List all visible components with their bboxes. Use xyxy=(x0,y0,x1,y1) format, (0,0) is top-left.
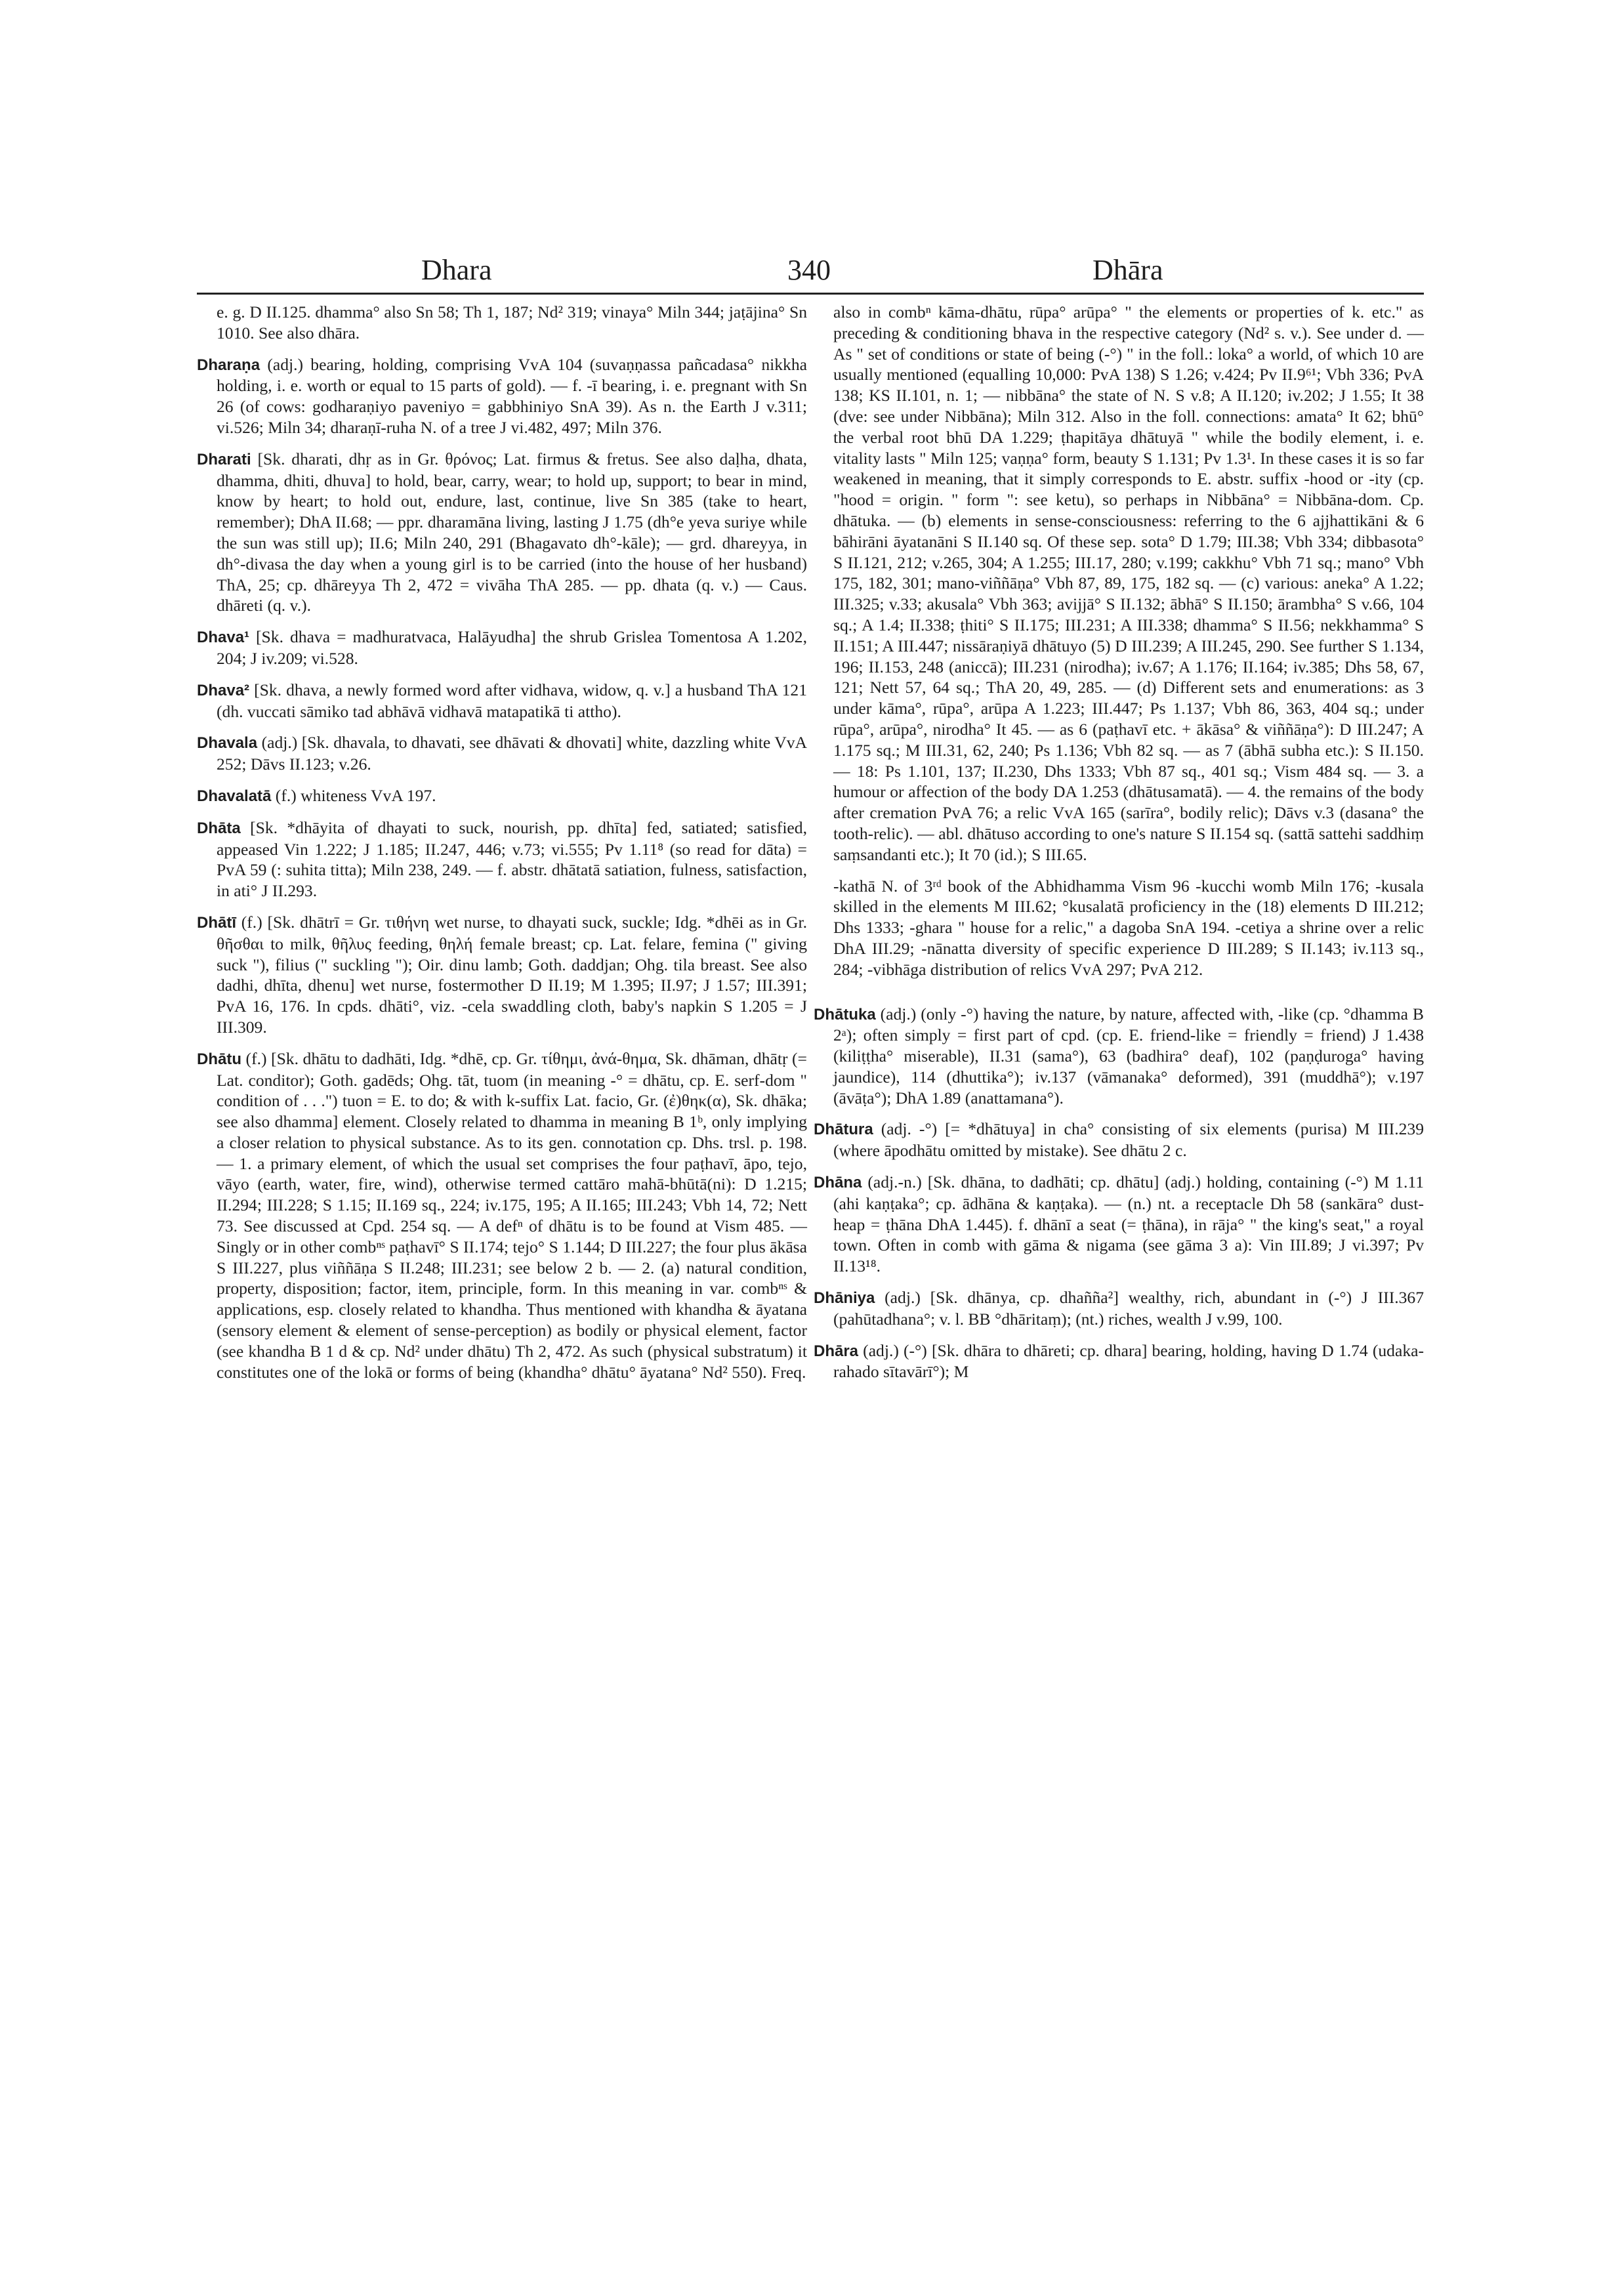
right-running-head: Dhāra xyxy=(1093,254,1163,286)
entry-headword: Dhava¹ xyxy=(197,629,250,647)
entry-body: [Sk. dharati, dhṛ as in Gr. θρόνος; Lat. firmus & fretus. See also daḷha, dhata, dhamma, dhiti, dhuva] to hold, bear, carry, wear; to hold up, support; to bear in mind, know by heart; to hold out, endure, last, continue, live Sn 385 (take to heart, remember); DhA II.68; — ppr. dharamāna living, lasting J 1.75 (dh°e yeva suriye while the sun was still up); II.6; Miln 240, 291 (Bhagavato dh°-kāle); — grd. dhareyya, in dh°-divasa the day when a young girl is to be carried (into the house of her husband) ThA, 25; cp. dhāreyya Th 2, 472 = vivāha ThA 285. — pp. dhata (q. v.) — Caus. dhāreti (q. v.). xyxy=(217,449,807,615)
left-column xyxy=(197,302,807,1393)
entry-body: [Sk. *dhāyita of dhayati to suck, nourish, pp. dhīta] fed, satiated; satisfied, appeased Vin 1.222; J 1.185; II.247, 446; v.73; vi.555; Pv 1.11⁸ (so read for dāta) = PvA 59 (: suhita titta); Miln 238, 249. — f. abstr. dhātatā satiation, fulness, satisfaction, in ati° J II.293. xyxy=(217,817,807,901)
right-column xyxy=(814,302,1424,1393)
entry-body: (adj.) (only -°) having the nature, by nature, affected with, -like (cp. °dhamma B 2ᵃ); often simply = first part of cpd. (cp. E. friend-like = friendly = friend) J 1.438 (kiliṭṭha° miserable), II.31 (sama°), 63 (badhira° deaf), 102 (paṇḍuroga° having jaundice), 114 (dhuttika°); iv.137 (vāmanaka° deformed), 391 (muddhā°); v.197 (āvāṭa°); DhA 1.89 (anattamana°). xyxy=(833,1004,1424,1107)
dictionary-entry xyxy=(197,1048,807,1383)
header-rule xyxy=(197,293,1424,295)
dictionary-entry xyxy=(197,302,807,344)
entry-headword: Dharati xyxy=(197,450,251,468)
entry-body: (f.) whiteness VvA 197. xyxy=(275,785,436,805)
entry-body: (adj. -°) [= *dhātuya] in cha° consisting of six elements (purisa) M III.239 (where āpodhātu omitted by mistake). See dhātu 2 c. xyxy=(833,1119,1424,1161)
left-running-head: Dhara xyxy=(421,254,492,286)
dictionary-entry xyxy=(814,1172,1424,1277)
dictionary-entry xyxy=(197,680,807,722)
dictionary-entry xyxy=(814,1119,1424,1161)
dictionary-entry xyxy=(814,1287,1424,1330)
entry-headword: Dhātuka xyxy=(814,1005,876,1023)
dictionary-entry xyxy=(197,354,807,438)
dictionary-entry xyxy=(814,1004,1424,1109)
entry-headword: Dhāniya xyxy=(814,1289,875,1308)
entry-body: [Sk. dhava = madhuratvaca, Halāyudha] the shrub Grislea Tomentosa A 1.202, 204; J iv.209; vi.528. xyxy=(217,627,807,668)
dictionary-entry xyxy=(814,876,1424,980)
entry-body: (f.) [Sk. dhātu to dadhāti, Idg. *dhē, cp. Gr. τίθημι, ἀνά-θημα, Sk. dhāman, dhātṛ (= Lat. conditor); Goth. gadēds; Ohg. tāt, tuom (in meaning -° = dhātu, cp. E. serf-dom " condition of . . .") tuon = E. to do; & with k-suffix Lat. facio, Gr. (ἐ)θηκ(α), Sk. dhāka; see also dhamma] element. Closely related to dhamma in meaning B 1ᵇ, only implying a closer relation to physical substance. As to its gen. connotation cp. Dhs. trsl. p. 198. — 1. a primary element, of which the usual set comprises the four paṭhavī, āpo, tejo, vāyo (earth, water, fire, wind), otherwise termed cattāro mahā-bhūtā(ni): D 1.215; II.294; III.228; S 1.15; II.169 sq., 224; iv.175, 195; A II.165; III.243; Vbh 14, 72; Nett 73. See discussed at Cpd. 254 sq. — A defⁿ of dhātu is to be found at Vism 485. — Singly or in other combⁿˢ paṭhavī° S II.174; tejo° S 1.144; D III.227; the four plus ākāsa S III.227, plus viññāṇa S II.248; III.231; see below 2 b. — 2. (a) natural condition, property, disposition; factor, item, principle, form. In this meaning in var. combⁿˢ & applications, esp. closely related to khandha. Thus mentioned with khandha & āyatana (sensory element & element of sense-perception) as bodily or physical element, factor (see khandha B 1 d & cp. Nd² under dhātu) Th 2, 472. As such (physical substratum) it constitutes one of the lokā or forms of being (khandha° dhātu° āyatana° Nd² 550). Freq. xyxy=(217,1048,807,1382)
entry-body: (adj.) [Sk. dhānya, cp. dhañña²] wealthy, rich, abundant in (-°) J III.367 (pahūtadhana°; v. l. BB °dhāritaṃ); (nt.) riches, wealth J v.99, 100. xyxy=(833,1288,1425,1329)
dictionary-entry xyxy=(197,912,807,1038)
entry-body: (adj.) bearing, holding, comprising VvA 104 (suvaṇṇassa pañcadasa° nikkha holding, i. e. worth or equal to 15 parts of gold). — f. -ī bearing, i. e. pregnant with Sn 26 (of cows: godharaṇiyo paveniyo = gabbhiniyo SnA 39). As n. the Earth J v.311; vi.526; Miln 34; dharaṇī-ruha N. of a tree J vi.482, 497; Miln 376. xyxy=(217,354,807,437)
entry-headword: Dhātī xyxy=(197,913,236,932)
entry-body: (adj.-n.) [Sk. dhāna, to dadhāti; cp. dhātu] (adj.) holding, containing (-°) M 1.11 (ahi kaṇṭaka°; cp. ādhāna & kaṇṭaka). — (n.) nt. a receptacle Dh 58 (sankāra° dust-heap = ṭhāna DhA 1.445). f. dhānī a seat (= ṭhāna), in rāja° " the king's seat," a royal town. Often in comb with gāma & nigama (see gāma 3 a): Vin III.89; J vi.397; Pv II.13¹⁸. xyxy=(833,1172,1424,1276)
entry-headword: Dhāta xyxy=(197,819,241,837)
page-number: 340 xyxy=(787,254,831,286)
dictionary-entry xyxy=(197,732,807,775)
entry-body: (adj.) (-°) [Sk. dhāra to dhāreti; cp. dhara] bearing, holding, having D 1.74 (udaka-rahado sītavārī°); M xyxy=(833,1340,1424,1382)
entry-body: e. g. D II.125. dhamma° also Sn 58; Th 1, 187; Nd² 319; vinaya° Miln 344; jaṭājina° Sn 1010. See also dhāra. xyxy=(217,302,807,342)
entry-body: also in combⁿ kāma-dhātu, rūpa° arūpa° " the elements or properties of k. etc." as preceding & conditioning bhava in the respective category (Nd² s. v.). See under d. — As " set of conditions or state of being (-°) " in the foll.: loka° a world, of which 10 are usually mentioned (equalling 10,000: PvA 138) S 1.26; v.424; Pv II.9⁶¹; Vbh 336; PvA 138; KS II.101, n. 1; — nibbāna° the state of N. S v.8; A II.120; iv.202; J 1.55; It 38 (dve: see under Nibbāna); Miln 312. Also in the foll. connections: amata° It 62; bhū° the verbal root bhū DA 1.229; ṭhapitāya dhātuyā " while the bodily element, i. e. vitality lasts " Miln 125; vaṇṇa° form, beauty S 1.131; Pv 1.3¹. In these cases it is so far weakened in meaning, that it simply corresponds to E. abstr. suffix -hood or -ity (cp. "hood = origin. " form ": see ketu), so perhaps in Nibbāna° = Nibbāna-dom. Cp. dhātuka. — (b) elements in sense-consciousness: referring to the 6 ajjhattikāni & 6 bāhirāni āyatanāni S II.140 sq. Of these sep. sota° D 1.79; III.38; Vbh 334; dibbasota° S II.121, 212; v.265, 304; A 1.255; III.17, 280; v.199; cakkhu° Vbh 71 sq.; mano° Vbh 175, 182, 301; mano-viññāṇa° Vbh 87, 89, 175, 182 sq. — (c) various: aneka° A 1.22; III.325; v.33; akusala° Vbh 363; avijjā° S II.132; ābhā° S II.150; ārambha° S v.66, 104 sq.; A 1.4; II.338; ṭhiti° S II.175; III.231; A III.338; dhamma° S II.56; nekkhamma° S II.151; A III.447; nissāraṇiyā dhātuyo (5) D III.239; A III.245, 290. See further S 1.134, 196; II.153, 248 (aniccā); III.231 (nirodha); iv.67; A 1.176; II.164; iv.385; Dhs 58, 67, 121; Nett 57, 64 sq.; ThA 20, 49, 285. — (d) Different sets and enumerations: as 3 under kāma°, rūpa°, arūpa A 1.223; III.447; Ps 1.137; Vbh 86, 363, 404 sq.; under rūpa°, arūpa°, nirodha° It 45. — as 6 (paṭhavī etc. + ākāsa° & viññāṇa°): D III.247; A 1.175 sq.; M III.31, 62, 240; Ps 1.136; Vbh 82 sq. — as 7 (ābhā subha etc.): S II.150. — 18: Ps 1.101, 137; II.230, Dhs 1333; Vbh 87 sq., 401 sq.; Vism 484 sq. — 3. a humour or affection of the body DA 1.253 (dhātusamatā). — 4. the remains of the body after cremation PvA 76; a relic VvA 165 (sarīra°, bodily relic); Dāvs v.3 (dasana° the tooth-relic). — abl. dhātuso according to one's nature S II.154 sq. (sattā sattehi saddhiṃ saṃsandanti etc.); It 70 (id.); S III.65. xyxy=(833,302,1424,864)
dictionary-entry xyxy=(197,627,807,669)
entry-headword: Dhavalatā xyxy=(197,787,272,805)
entry-headword: Dhāra xyxy=(814,1342,859,1360)
dictionary-entry xyxy=(814,1340,1424,1383)
entry-headword: Dhava² xyxy=(197,681,250,699)
entry-body: -kathā N. of 3ʳᵈ book of the Abhidhamma Vism 96 -kucchi womb Miln 176; -kusala skilled in the elements M III.62; °kusalatā proficiency in the (18) elements D III.212; Dhs 1333; -ghara " house for a relic," a dagoba SnA 194. -cetiya a shrine over a relic DhA III.29; -nānatta diversity of specific experience D III.289; S II.143; iv.113 sq., 284; -vibhāga distribution of relics VvA 297; PvA 212. xyxy=(833,876,1424,979)
entry-headword: Dharaṇa xyxy=(197,356,260,374)
dictionary-entry xyxy=(197,817,807,901)
dictionary-entry xyxy=(814,302,1424,865)
entry-headword: Dhavala xyxy=(197,734,258,753)
entry-body: [Sk. dhava, a newly formed word after vidhava, widow, q. v.] a husband ThA 121 (dh. vuccati sāmiko tad abhāvā vidhavā matapatikā ti attho). xyxy=(217,680,807,721)
dictionary-entry xyxy=(197,785,807,807)
page-header xyxy=(203,253,1417,290)
entry-body: (f.) [Sk. dhātrī = Gr. τιθήνη wet nurse, to dhayati suck, suckle; Idg. *dhēi as in Gr. θῆσθαι to milk, θῆλυς feeding, θηλή female breast; cp. Lat. felare, femina (" giving suck "), filius (" suckling "); Oir. dinu lamb; Goth. daddjan; Ohg. tila breast. See also dadhi, dhīta, dhenu] wet nurse, fostermother D II.19; M 1.395; II.97; J 1.57; III.391; PvA 16, 176. In cpds. dhāti°, viz. -cela swaddling cloth, baby's napkin S 1.205 = J III.309. xyxy=(217,912,807,1037)
entry-headword: Dhātu xyxy=(197,1050,241,1068)
entry-headword: Dhātura xyxy=(814,1121,873,1139)
entry-body: (adj.) [Sk. dhavala, to dhavati, see dhāvati & dhovati] white, dazzling white VvA 252; Dāvs II.123; v.26. xyxy=(217,733,807,774)
dictionary-entry xyxy=(197,449,807,616)
entry-headword: Dhāna xyxy=(814,1174,862,1192)
